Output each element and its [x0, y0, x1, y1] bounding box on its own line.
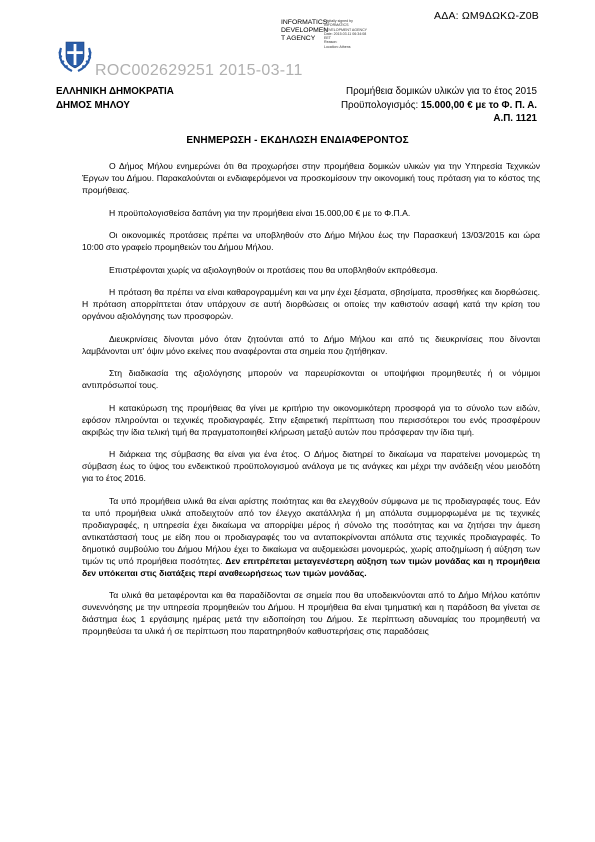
paragraph: Οι οικονομικές προτάσεις πρέπει να υποβληθούν στο Δήμο Μήλου έως την Παρασκευή 13/03/2015 και ώρα 10:00 στο γραφείο προμηθειών του Δήμου Μήλου. [82, 230, 540, 252]
price-clause: Δεν επιτρέπεται μεταγενέστερη αύξηση των τιμών μονάδας και η προμήθεια δεν υπόκειται στις διατάξεις περί αναθεωρήσεως των τιμών μονάδας. [82, 555, 540, 578]
paragraph: Η διάρκεια της σύμβασης θα είναι για ένα έτος. Ο Δήμος διατηρεί το δικαίωμα να παρατείνει μονομερώς τη σύμβαση έως το ύψος του ενδεικτικού προϋπολογισμού ανάλογα με τις ανάγκες και μέχρι την ανάδειξη νέου μειοδότη για το έτος 2016. [82, 449, 540, 483]
paragraph: Η κατακύρωση της προμήθειας θα γίνει με κριτήριο την οικονομικότερη προσφορά για το σύνολο των ειδών, εφόσον πληρούνται οι τεχνικές προδιαγραφές. Στην εξαιρετική περίπτωση που περισσότεροι του ενός προσφέρουν ακριβώς την ίδια τελική τιμή θα πραγματοποιηθεί κλήρωση μεταξύ αυτών που πρόσφεραν την ίδια τιμή. [82, 402, 540, 437]
issuer-municipality: ΔΗΜΟΣ ΜΗΛΟΥ [56, 99, 130, 111]
paragraph: Ο Δήμος Μήλου ενημερώνει ότι θα προχωρήσει στην προμήθεια δομικών υλικών για την Υπηρεσία Τεχνικών Έργων του Δήμου. Παρακαλούνται οι ενδιαφερόμενοι να προσκομίσουν την οικονομική τους πρόταση για το κόστος της προμήθειας. [82, 161, 540, 195]
protocol-number: Α.Π. 1121 [493, 113, 537, 124]
subject-line: Προμήθεια δομικών υλικών για το έτος 2015 [346, 86, 537, 97]
paragraph-delivery: Τα υλικά θα μεταφέρονται και θα παραδίδονται σε σημεία που θα υποδεικνύονται από το Δήμο Μήλου κατόπιν συνεννόησης με την υπηρεσία προμηθειών του Δήμου. Η προμήθεια θα είναι τμηματική και η παράδοση θα γίνεται σε διάστημα έως 1 εργάσιμης ημέρας μετά την ειδοποίηση του Δήμου. Σε περίπτωση αδυναμίας του προμηθευτή να προμηθεύσει τα υλικά ή σε περίπτωση που παρατηρηθούν καθυστερήσεις στις παραδόσεις [82, 590, 540, 636]
paragraph: Στη διαδικασία της αξιολόγησης μπορούν να παρευρίσκονται οι υποψήφιοι προμηθευτές ή οι νόμιμοι αντιπρόσωποί τους. [82, 368, 540, 390]
paragraph: Διευκρινίσεις δίνονται μόνο όταν ζητούνται από το Δήμο Μήλου και από τις διευκρινίσεις που δίνονται λαμβάνονται υπ' όψιν μόνο εκείνες που αναφέρονται στα σημεία που ζητήθηκαν. [82, 333, 540, 356]
issuer-country: ΕΛΛΗΝΙΚΗ ΔΗΜΟΚΡΑΤΙΑ [56, 86, 174, 97]
protocol-watermark: ROC002629251 2015-03-11 [95, 62, 303, 79]
ada-code: ΑΔΑ: ΩΜ9ΔΩΚΩ-Ζ0Β [434, 10, 539, 22]
subject-block [341, 85, 537, 126]
paragraph: Η προϋπολογισθείσα δαπάνη για την προμήθεια είναι 15.000,00 € με το Φ.Π.Α. [109, 207, 411, 218]
digital-signature-stamp [281, 19, 399, 53]
budget-line: Προϋπολογισμός: 15.000,00 € με το Φ. Π. Α. [340, 99, 537, 111]
signing-agency-name: INFORMATICS DEVELOPMEN T AGENCY [281, 19, 329, 42]
paragraph-materials: Τα υπό προμήθεια υλικά θα είναι αρίστης ποιότητας και θα ελεγχθούν σύμφωνα με τις προδιαγραφές τους. Εάν τα υπό προμήθεια υλικά αποδειχτούν από τον έλεγχο ακατάλληλα ή μη απόλυτα συμμορφωμένα με τις τεχνικές προδιαγραφές, η υπηρεσία έχει δικαίωμα να απορρίψει μέρος ή σύνολο της ποσότητας και να ζητήσει την άμεση αντικατάστασή τους με είδη που οι προδιαγραφές του να ανταποκρίνονται απόλυτα στις τεχνικές προδιαγραφές. Το δημοτικό συμβούλιο του Δήμου Μήλου έχει το δικαίωμα να αυξομειώσει μονομερώς, χωρίς αποζημίωση ή αύξηση των τιμών τις υπό προμήθεια ποσότητες. Δεν επιτρέπεται μεταγενέστερη αύξηση των τιμών μονάδας και η προμήθεια δεν υπόκειται στις διατάξεις περί αναθεωρήσεως των τιμών μονάδας. [82, 495, 540, 578]
paragraph: Επιστρέφονται χωρίς να αξιολογηθούν οι προτάσεις που θα υποβληθούν εκπρόθεσμα. [109, 264, 438, 275]
document-title: ΕΝΗΜΕΡΩΣΗ - ΕΚΔΗΛΩΣΗ ΕΝΔΙΑΦΕΡΟΝΤΟΣ [186, 135, 409, 146]
signature-details: Digitally signed by INFORMATICS DEVELOPMENT AGENCY Date: 2015.03.11 06:34:08 EET Reason: Location: Athens [324, 19, 368, 49]
greek-republic-emblem-icon [55, 36, 95, 74]
issuer-block [56, 85, 174, 112]
paragraph: Η πρόταση θα πρέπει να είναι καθαρογραμμένη και να μην έχει ξέσματα, σβησίματα, προσθήκες και διορθώσεις. Η πρόταση απορρίπτεται όταν υπάρχουν σε αυτή διορθώσεις οι οποίες την καθιστούν ασαφή κατά την κρίση του οργάνου αξιολόγησης των προσφορών. [82, 287, 540, 321]
document-body [82, 160, 540, 648]
